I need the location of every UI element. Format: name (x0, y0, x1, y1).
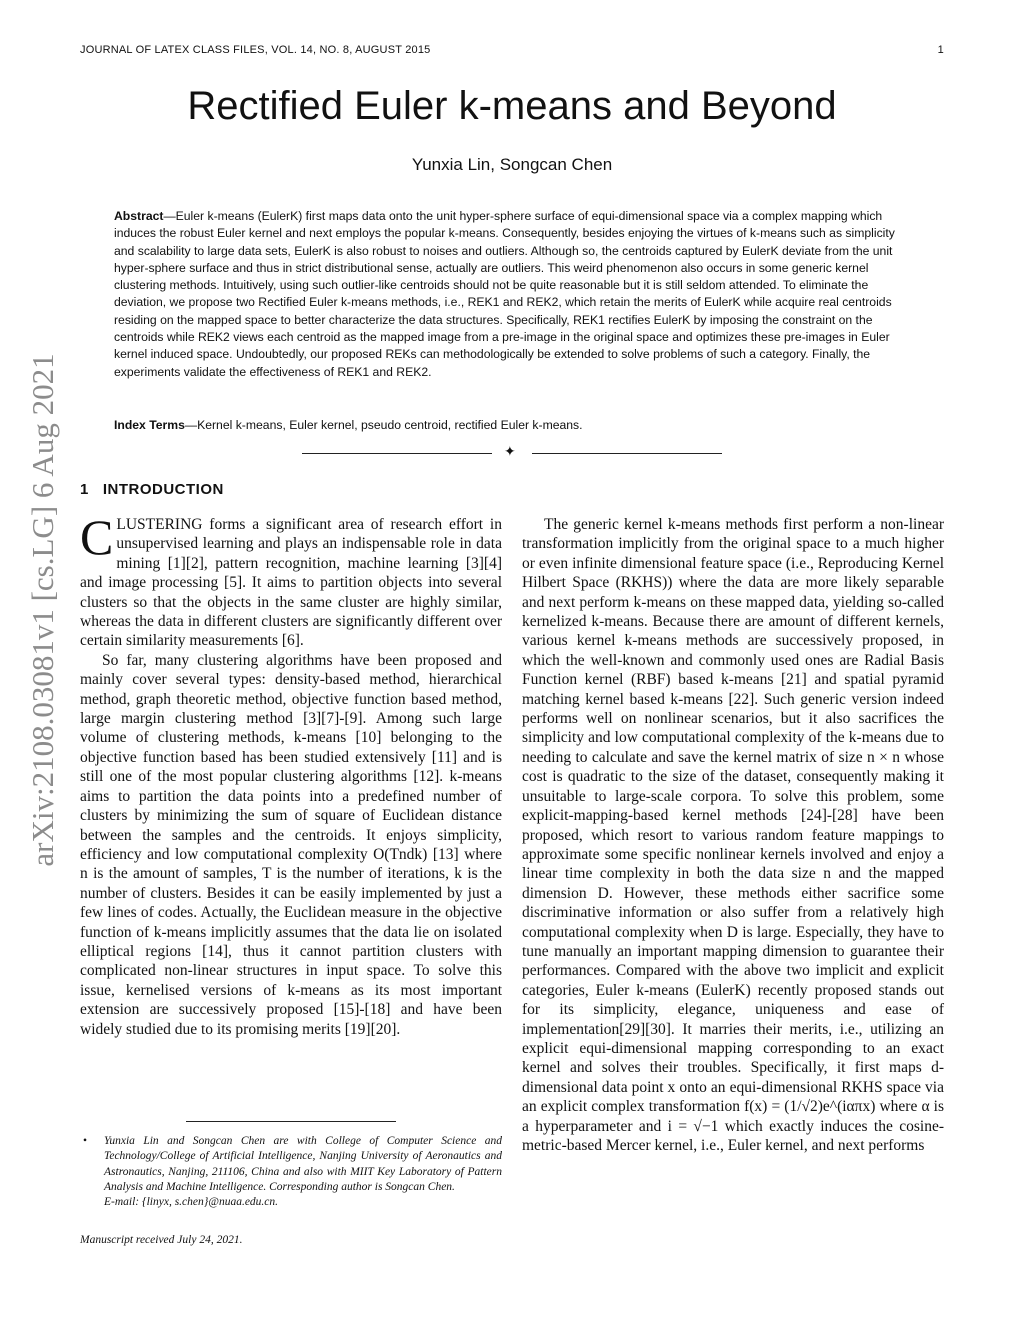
diamond-ornament-icon: ✦ (504, 445, 516, 460)
intro-paragraph-2: So far, many clustering algorithms have been proposed and mainly cover several types: density-based method, hierarchical method, graph theoretic method, objective function based method, large margin clustering method [3][7]-[9]. Among such large volume of clustering methods, k-means [10] belonging to the objective function based has been studied extensively [11] and is still one of the most popular clustering algorithms [12]. k-means aims to partition the data points into a predefined number of clusters by minimizing the sum of square of Euclidean distance between the samples and the centroids. It enjoys simplicity, efficiency and low computational complexity O(Tndk) [13] where n is the amount of samples, T is the number of iterations, k is the number of clusters. Besides it can be easily implemented by just a few lines of codes. Actually, the Euclidean measure in the objective function of k-means implicitly assumes that the data lie on isolated elliptical regions [14], thus it cannot partition clusters with complicated non-linear structures in input space. To solve this issue, kernelised versions of k-means as its most important extension are successively proposed [15]-[18] and have been widely studied due to its promising merits [19][20]. (80, 651, 502, 1038)
abstract (114, 208, 909, 381)
footnote-email: E-mail: {linyx, s.chen}@nuaa.edu.cn. (104, 1196, 279, 1209)
abstract-text: —Euler k-means (EulerK) first maps data onto the unit hyper-sphere surface of equi-dimensional space via a complex mapping which induces the robust Euler kernel and next employs the popular k-means. Consequently, besides enjoying the virtues of k-means such as simplicity and scalability to large data sets, EulerK is also robust to noises and outliers. Although so, the centroids captured by EulerK deviate from the unit hyper-sphere surface and thus in strict distributional sense, actually are outliers. This weird phenomenon also occurs in some generic kernel clustering methods. Intuitively, using such outlier-like centroids should not be quite reasonable but it is still seldom attended. To eliminate the deviation, we propose two Rectified Euler k-means methods, i.e., REK1 and REK2, which retain the merits of EulerK while acquire real centroids residing on the mapped space to better characterize the data structures. Specifically, REK1 rectifies EulerK by imposing the constraint on the centroids while REK2 views each centroid as the mapped image from a pre-image in the original space and optimizes these pre-images in Euler kernel induced space. Undoubtedly, our proposed REKs can methodologically be extended to solve problems of such a category. Finally, the experiments validate the effectiveness of REK1 and REK2. (114, 209, 895, 379)
dropcap-letter: C (80, 509, 114, 565)
paper-authors: Yunxia Lin, Songcan Chen (411, 155, 613, 174)
author-footnote (80, 1134, 502, 1210)
separator-line-right (532, 453, 722, 454)
paper-title: Rectified Euler k-means and Beyond (187, 84, 837, 128)
page-number: 1 (937, 44, 944, 56)
footnote-rule (186, 1121, 396, 1122)
right-column (522, 515, 944, 1155)
intro-paragraph-1-text: forms a significant area of research effort in unsupervised learning and plays an indispensable role in data mining [1][2], pattern recognition, machine learning [3][4] and image processing [5]. It aims to partition objects into several clusters so that the objects in the same cluster are highly similar, whereas the data in different clusters are significantly different over certain similarity measurements [6]. (80, 516, 502, 650)
manuscript-received-note: Manuscript received July 24, 2021. (80, 1234, 243, 1246)
footnote-bullet: • (83, 1135, 88, 1147)
footnote-affiliation: Yunxia Lin and Songcan Chen are with College of Computer Science and Technology/College of Artificial Intelligence, Nanjing University of Aeronautics and Astronautics, Nanjing, 211106, China and also with MIIT Key Laboratory of Pattern Analysis and Machine Intelligence. Corresponding author is Songcan Chen. (104, 1135, 502, 1193)
section-title: INTRODUCTION (102, 481, 224, 498)
abstract-label: Abstract (114, 209, 164, 223)
running-header (80, 44, 944, 56)
index-terms (114, 417, 909, 434)
running-title: JOURNAL OF LATEX CLASS FILES, VOL. 14, NO. 8, AUGUST 2015 (80, 44, 431, 56)
separator-line-left (302, 453, 492, 454)
left-column (80, 509, 502, 1039)
section-separator (302, 445, 722, 461)
section-heading (80, 481, 224, 498)
index-terms-label: Index Terms (114, 418, 185, 432)
arxiv-identifier-stamp: arXiv:2108.03081v1 [cs.LG] 6 Aug 2021 (25, 353, 60, 867)
intro-paragraph-1 (80, 509, 502, 651)
intro-paragraph-3: The generic kernel k-means methods first perform a non-linear transformation implicitly from the original space to a much higher or even infinite dimensional feature space (i.e., Reproducing Kernel Hilbert Space (RKHS)) where the data are more likely separable and next perform k-means on these mapped data, yielding so-called kernelized k-means. Because there are amount of different kernels, various kernel k-means methods are successively proposed, in which the well-known and commonly used ones are Radial Basis Function kernel (RBF) based k-means [21] and spatial pyramid matching kernel based k-means [22]. Such generic version indeed performs well on nonlinear scenarios, but it also sacrifices the simplicity and low computational complexity of the k-means due to needing to calculate and save the kernel matrix of size n × n whose cost is quadratic to the size of the dataset, consequently making it unsuitable to large-scale corpora. To solve this problem, some explicit-mapping-based kernel methods [24]-[28] have been proposed, which resort to various random feature mappings to approximate some specific nonlinear kernels involved and enjoy a linear time complexity in both the data size n and the mapped dimension D. However, these methods either sacrifice some discriminative information or also suffer from a relatively high computational complexity when D is large. Especially, they have to tune manually an important mapping dimension to guarantee their performances. Compared with the above two implicit and explicit categories, Euler k-means (EulerK) recently proposed stands out for its simplicity, elegance, uniqueness and ease of implementation[29][30]. It marries their merits, i.e., utilizing an explicit equi-dimensional mapping corresponding to an exact kernel and solves their troubles. Specifically, it first maps d-dimensional data point x onto an equi-dimensional RKHS space via an explicit complex transformation f(x) = (1/√2)e^(iαπx) where α is a hyperparameter and i = √−1 which exactly induces the cosine-metric-based Mercer kernel, i.e., Euler kernel, and next performs (522, 516, 944, 1154)
section-number: 1 (80, 481, 89, 498)
index-terms-text: —Kernel k-means, Euler kernel, pseudo centroid, rectified Euler k-means. (184, 418, 583, 432)
lead-smallcaps: LUSTERING (116, 516, 203, 533)
